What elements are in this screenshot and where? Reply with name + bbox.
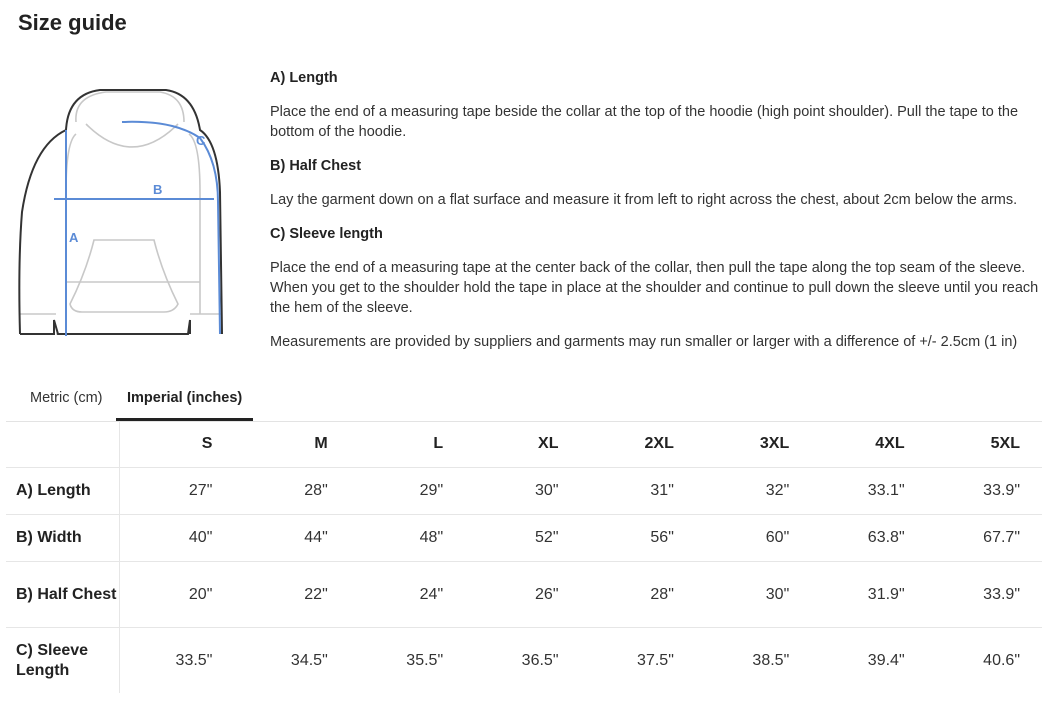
table-cell: 60": [696, 515, 811, 562]
hoodie-hem: [20, 314, 222, 334]
table-cell: 24": [350, 562, 465, 628]
table-cell: 48": [350, 515, 465, 562]
table-cell: 40.6": [983, 651, 1020, 669]
table-cell: 39.4": [867, 651, 905, 669]
unit-tabs: [6, 380, 1042, 422]
length-instructions: Place the end of a measuring tape beside the collar at the top of the hoodie (high point shoulder). Pull the tape to the bottom of the hoodie.: [270, 104, 1019, 140]
table-cell: 27": [119, 468, 234, 515]
size-header: 3XL: [696, 421, 811, 468]
table-cell: 37.5": [637, 651, 674, 669]
half-chest-heading: B) Half Chest: [270, 158, 362, 174]
size-header: M: [234, 421, 349, 468]
page-title: Size guide: [18, 10, 127, 35]
table-row-half-chest: [6, 562, 1042, 628]
sleeve-length-heading: C) Sleeve length: [270, 226, 383, 242]
table-cell: 28": [234, 468, 349, 515]
size-header: XL: [465, 421, 580, 468]
table-cell: 36.5": [521, 651, 559, 669]
measure-label-c: C: [196, 133, 206, 148]
table-cell: 31": [581, 468, 696, 515]
size-header: S: [119, 421, 234, 468]
table-corner: [6, 421, 119, 468]
table-cell: 22": [234, 562, 349, 628]
table-cell: 33.1": [811, 468, 926, 515]
length-heading: A) Length: [270, 70, 338, 86]
size-header: 4XL: [811, 421, 926, 468]
measurement-tolerance-note: Measurements are provided by suppliers and garments may run smaller or larger with a difference of +/- 2.5cm (1 in): [270, 334, 1018, 350]
table-cell: 33.9": [927, 468, 1042, 515]
table-cell: 38.5": [752, 651, 790, 669]
measurement-instructions: [270, 68, 1040, 366]
table-cell: 34.5": [290, 651, 328, 669]
tab-metric[interactable]: Metric (cm): [30, 390, 103, 406]
size-table: [6, 421, 1042, 693]
table-row-length: [6, 468, 1042, 515]
table-cell: 40": [119, 515, 234, 562]
sleeve-length-instructions: Place the end of a measuring tape at the center back of the collar, then pull the tape along the top seam of the sleeve. When you get to the shoulder hold the tape in place at the shoulder and continue to pull down the sleeve until you reach the hem of the sleeve.: [270, 260, 1039, 316]
table-cell: 26": [465, 562, 580, 628]
half-chest-instructions: Lay the garment down on a flat surface and measure it from left to right across the chest, about 2cm below the arms.: [270, 192, 1018, 208]
tab-imperial[interactable]: Imperial (inches): [116, 380, 253, 421]
table-cell: 31.9": [811, 562, 926, 628]
table-cell: 30": [465, 468, 580, 515]
table-cell: 33.5": [175, 651, 213, 669]
table-cell: 52": [465, 515, 580, 562]
size-header: 2XL: [581, 421, 696, 468]
measure-label-b: B: [153, 182, 163, 197]
table-cell: 35.5": [406, 651, 444, 669]
table-cell: 20": [119, 562, 234, 628]
hoodie-outline: [19, 90, 222, 334]
table-cell: 63.8": [811, 515, 926, 562]
row-label: B) Half Chest: [6, 562, 119, 628]
table-cell: 30": [696, 562, 811, 628]
hood-inner: [76, 92, 184, 122]
table-cell: 28": [581, 562, 696, 628]
kangaroo-pocket: [70, 240, 178, 312]
row-label: A) Length: [6, 468, 119, 515]
hoodie-measurement-diagram: [14, 82, 228, 344]
table-row-sleeve-length: [6, 628, 1042, 694]
row-label: C) Sleeve Length: [6, 628, 119, 694]
table-cell: 33.9": [927, 562, 1042, 628]
size-header: 5XL: [927, 421, 1042, 468]
size-header: L: [350, 421, 465, 468]
table-cell: 44": [234, 515, 349, 562]
row-label: B) Width: [6, 515, 119, 562]
table-cell: 29": [350, 468, 465, 515]
table-cell: 67.7": [927, 515, 1042, 562]
hoodie-inner-seams: [66, 124, 200, 314]
size-header-row: [6, 421, 1042, 468]
measure-line-c: [122, 122, 220, 334]
table-cell: 56": [581, 515, 696, 562]
table-cell: 32": [696, 468, 811, 515]
measure-label-a: A: [69, 230, 79, 245]
table-row-width: [6, 515, 1042, 562]
